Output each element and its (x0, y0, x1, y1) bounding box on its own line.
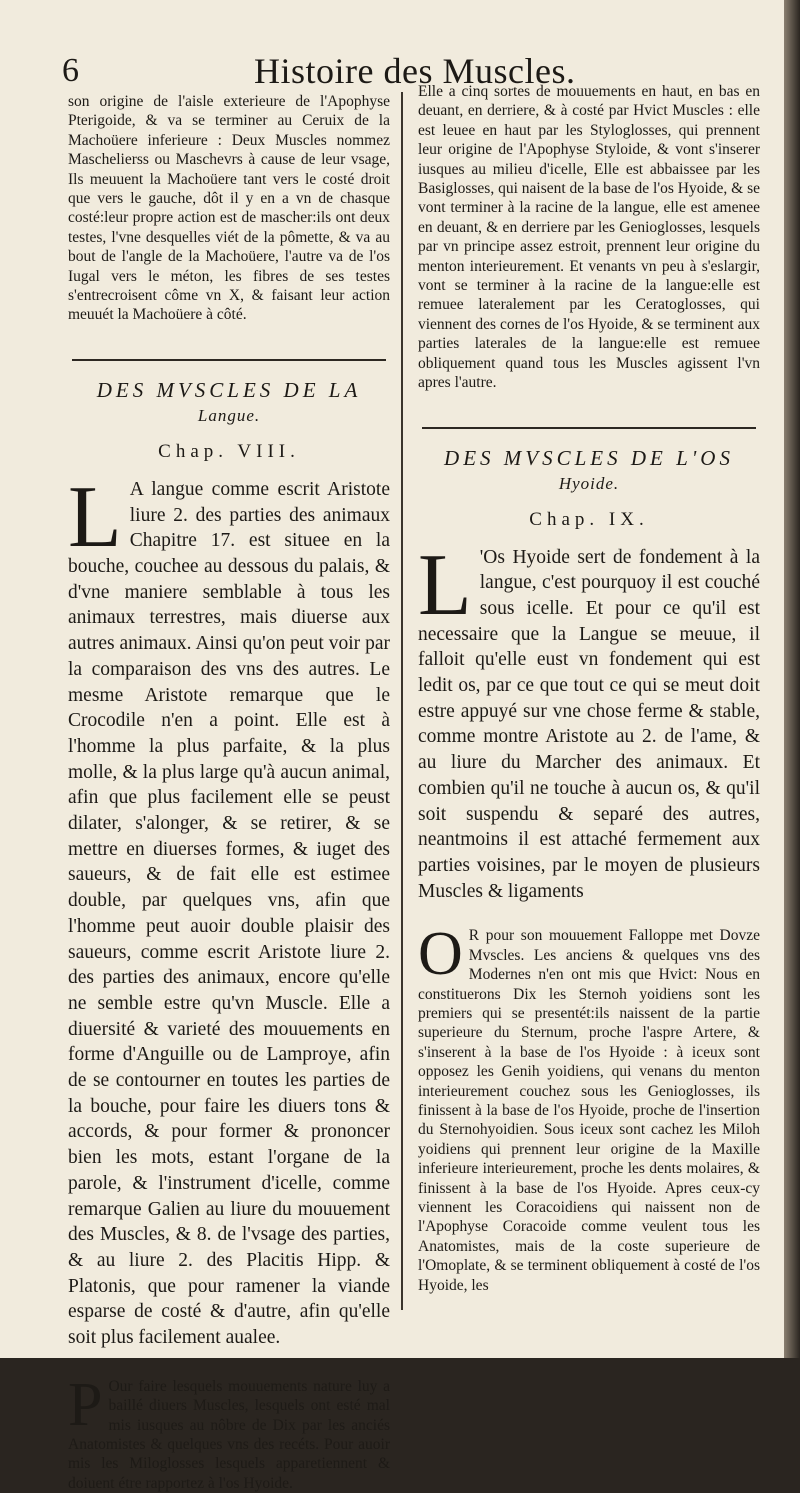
left-paragraph-continuation: son origine de l'aisle exterieure de l'Apophyse Pterigoide, & va se terminer au Ceruix de la Machoüere inferieure : Deux Muscles nommez Maschelierss ou Maschevrs à cause de leur vsage, Ils meuuent la Machoüere tant vers le costé droit que vers le gauche, dôt il y en a vn de chasque costé:leur propre action est de mascher:ils ont deux testes, l'vne desquelles viét de la pômette, & va au bout de l'angle de la Machoüere, l'autre va de l'os Iugal vers le méton, les fibres de ses testes s'entrecroisent côme vn X, & faisant leur action meuuét la Machoüere à côté. (68, 93, 390, 324)
paragraph-text: R pour son mouuement Falloppe met Dovze Mvscles. Les anciens & quelques vns des Modernes n'en ont mis que Hvict: Nous en constituerons Dix les Sternoh yoidiens sont les premiers qui se presentét:ils naissent de la partie superieure du Sternum, proche l'aspre Artere, & s'inserent à la base de l'os Hyoide : à iceux sont opposez les Genih yoidiens, qui venans du menton interieurement couchez sous les Genioglosses, ils finissent à la base de l'os Hyoide, proche de l'insertion du Sternohyoidien. Sous iceux sont cachez les Miloh yoidiens qui prennent leur origine de la Maxille inferieure interieurement, proche les dents molaires, & finissent à la base de l'os Hyoide. Apres ceux-cy viennent les Coracoidiens qui naissent non de l'Apophyse Coracoide comme veulent tous les Anatomistes, mais de la coste superieure de l'Omoplate, & se terminent obliquement à costé de l'os Hyoide, les (418, 927, 760, 1294)
drop-cap: P (68, 1370, 103, 1439)
right-body-paragraph (418, 536, 760, 905)
section-heading-langue (68, 377, 390, 429)
heading-subtitle: Hyoide. (558, 473, 620, 493)
heading-text: DES MVSCLES DE L'OS (444, 445, 734, 470)
paragraph-text: Our faire lesquels mouuements nature luy a baillé diuers Muscles, lesquels ont esté mal mis iusques au nôbre de Dix par les anciés Anatomistes & quelques vns des recéts. Pour auoir mis les Miloglosses lesquels apparetiennent & doiuent étre rapportez à l'os Hyoide. (68, 1377, 390, 1492)
page-number: 6 (62, 52, 79, 89)
drop-cap: O (418, 920, 463, 989)
drop-cap: L (418, 536, 472, 634)
paragraph-text: A langue comme escrit Aristote liure 2. des parties des animaux Chapitre 17. est situee en la bouche, couchee au dessous du palais, & d'vne maniere semblable à tous les animaux terrestres, mais diuerse aux autres animaux. Ainsi qu'on peut voir par la comparaison des vns des autres. Le mesme Aristote remarque que le Crocodile n'en a point. Elle est à l'homme la plus parfaite, & la plus molle, & la plus large qu'à aucun animal, afin que plus facilement elle se peust dilater, s'alonger, & se retirer, & se mettre en diuerses formes, & iuget des saueurs, & de fait elle est estimee double, par quelques vns, afin que l'homme peut auoir double plaisir des saueurs, comme escrit Aristote liure 2. des parties des animaux, encore qu'elle ne semble estre qu'vn Muscle. Elle a diuersité & varieté des mouuements en forme d'Anguille ou de Lamproye, afin de se contourner en toutes les parties de la bouche, pour faire les diuers tons & accords, & pour former & prononcer bien les mots, estant l'organe de la parole, & l'instrument d'icelle, comme remarque Galien au liure du mouuement des Muscles, & 8. de l'vsage des parties, & au liure 2. des Placitis Hipp. & Platonis, que pour ramener la viande esparse de costé & d'autre, afin qu'elle soit plus facilement aualee. (68, 478, 390, 1349)
book-edge-shadow (784, 0, 800, 1358)
drop-cap: L (68, 468, 122, 566)
paragraph-text: 'Os Hyoide sert de fondement à la langue, c'est pourquoy il est couché sous icelle. Et pour ce qu'il est necessaire que la Langue se meuue, il falloit qu'elle eust vn fondement qui est ledit os, par ce que tout ce qui se meut doit estre appuyé sur vne chose ferme & stable, comme montre Aristote au 2. de l'ame, & au liure du Marcher des animaux. Et combien qu'il ne touche à aucun os, & qu'il soit suspendu & separé des autres, neantmoins il est attaché fermement aux parties voisines, par le moyen de plusieurs Muscles & ligaments (418, 546, 760, 902)
left-final-paragraph (68, 1370, 390, 1493)
column-divider (401, 92, 403, 1310)
running-title: Histoire des Muscles. (254, 51, 576, 91)
section-heading-hyoide (418, 445, 760, 497)
chapter-heading: Chap. VIII. (158, 440, 300, 462)
left-column (68, 92, 390, 1492)
right-paragraph-continuation: Elle a cinq sortes de mouuements en haut, en bas en deuant, en derriere, & à costé par Hvict Muscles : elle est leuee en haut par les Styloglosses, qui prennent leur origine de l'Apophyse Styloide, & vont s'inserer iusques au milieu d'icelle, Elle est abbaissee par les Basiglosses, qui naisent de la base de l'os Hyoide, & se vont terminer à la racine de la langue, elle est amenee en deuant, & en derriere par les Genioglosses, lesquels par vn principe assez estroit, prennent leur origine du menton interieurement. Et venants vn peu à s'eslargir, vont se terminer à la racine de la langue:elle est remuee lateralement par les Ceratoglosses, qui viennent des cornes de l'os Hyoide, & se terminent aux parties laterales de la langue:elle est remuee obliquement quand tous les Muscles agissent l'vn apres l'autre. (418, 83, 761, 392)
right-column (418, 82, 760, 1322)
heading-subtitle: Langue. (197, 405, 261, 425)
left-body-paragraph (68, 468, 390, 1351)
heading-text: DES MVSCLES DE LA (96, 377, 362, 402)
right-final-paragraph (418, 920, 760, 1295)
chapter-heading: Chap. IX. (529, 508, 649, 530)
